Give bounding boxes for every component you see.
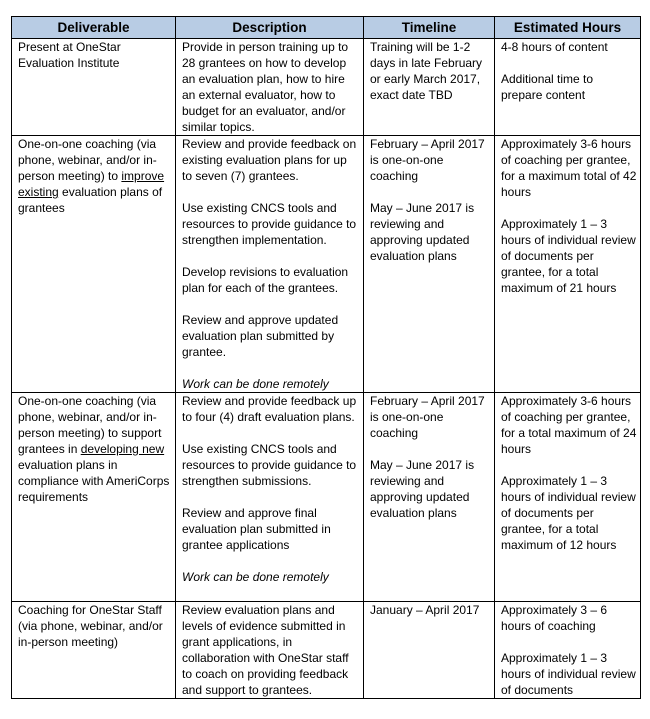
deliverables-table bbox=[11, 16, 641, 699]
deliverable-cell bbox=[12, 136, 176, 393]
deliverable-cell bbox=[12, 39, 176, 136]
deliverable-cell bbox=[12, 393, 176, 602]
hours-paragraph: Approximately 3-6 hours of coaching per grantee, for a total maximum of 24 hours bbox=[501, 394, 637, 456]
timeline-paragraph: May – June 2017 is reviewing and approving updated evaluation plans bbox=[370, 201, 475, 263]
timeline-paragraph: January – April 2017 bbox=[370, 603, 480, 617]
table-row bbox=[12, 602, 641, 699]
description-paragraph: Review and approve final evaluation plan submitted in grantee applications bbox=[182, 506, 331, 552]
description-paragraph: Review and approve updated evaluation plan submitted by grantee. bbox=[182, 313, 339, 359]
deliverable-cell bbox=[12, 602, 176, 699]
description-paragraph: Use existing CNCS tools and resources to provide guidance to strengthen submissions. bbox=[182, 442, 357, 488]
description-cell bbox=[176, 39, 364, 136]
timeline-paragraph: May – June 2017 is reviewing and approving updated evaluation plans bbox=[370, 458, 475, 520]
hours-paragraph: Additional time to prepare content bbox=[501, 72, 594, 102]
hours-paragraph: Approximately 1 – 3 hours of individual review of documents per grantee, for a total maximum of 12 hours bbox=[501, 474, 636, 552]
deliverable-underlined-text: developing new bbox=[80, 442, 165, 456]
header-description: Description bbox=[176, 17, 364, 39]
timeline-paragraph: Training will be 1-2 days in late February or early March 2017, exact date TBD bbox=[370, 40, 483, 102]
description-paragraph: Provide in person training up to 28 grantees on how to develop an evaluation plan, how to hire an external evaluator, how to budget for an evaluator, and/or similar topics. bbox=[182, 40, 349, 134]
deliverable-text-part: One-on-one coaching (via phone, webinar, and/or in-person meeting) to bbox=[18, 137, 157, 183]
hours-cell bbox=[495, 39, 641, 136]
description-paragraph: Review and provide feedback on existing evaluation plans for up to seven (7) grantees. bbox=[182, 137, 357, 183]
deliverable-text bbox=[18, 393, 172, 505]
hours-paragraph: Approximately 3 – 6 hours of coaching bbox=[501, 603, 608, 633]
timeline-paragraph: February – April 2017 is one-on-one coaching bbox=[370, 394, 485, 440]
description-paragraph: Review and provide feedback up to four (4) draft evaluation plans. bbox=[182, 394, 357, 424]
deliverable-text: Coaching for OneStar Staff (via phone, webinar, and/or in-person meeting) bbox=[18, 603, 163, 649]
timeline-cell bbox=[364, 602, 495, 699]
header-row bbox=[12, 17, 641, 39]
hours-paragraph: Approximately 1 – 3 hours of individual review of documents per grantee, for a total maximum of 21 hours bbox=[501, 217, 636, 295]
header-timeline: Timeline bbox=[364, 17, 495, 39]
deliverable-text bbox=[18, 136, 172, 216]
deliverable-text-part: evaluation plans in compliance with AmeriCorps requirements bbox=[18, 458, 170, 504]
header-deliverable: Deliverable bbox=[12, 17, 176, 39]
description-paragraph: Develop revisions to evaluation plan for each of the grantees. bbox=[182, 265, 349, 295]
remote-work-note: Work can be done remotely bbox=[182, 377, 329, 391]
table-row bbox=[12, 393, 641, 602]
description-cell bbox=[176, 136, 364, 393]
deliverable-text: Present at OneStar Evaluation Institute bbox=[18, 40, 121, 70]
hours-cell bbox=[495, 136, 641, 393]
description-cell bbox=[176, 602, 364, 699]
description-paragraph: Use existing CNCS tools and resources to provide guidance to strengthen implementation. bbox=[182, 201, 357, 247]
timeline-paragraph: February – April 2017 is one-on-one coaching bbox=[370, 137, 485, 183]
hours-cell bbox=[495, 393, 641, 602]
table-row bbox=[12, 39, 641, 136]
hours-paragraph: Approximately 3-6 hours of coaching per grantee, for a maximum total of 42 hours bbox=[501, 137, 637, 199]
remote-work-note: Work can be done remotely bbox=[182, 570, 329, 584]
description-cell bbox=[176, 393, 364, 602]
deliverable-text-part: evaluation plans of grantees bbox=[18, 185, 163, 215]
table-row bbox=[12, 136, 641, 393]
timeline-cell bbox=[364, 393, 495, 602]
hours-cell bbox=[495, 602, 641, 699]
deliverable-underlined-text: improve existing bbox=[18, 169, 165, 199]
timeline-cell bbox=[364, 136, 495, 393]
header-estimated-hours: Estimated Hours bbox=[495, 17, 641, 39]
timeline-cell bbox=[364, 39, 495, 136]
hours-paragraph: Approximately 1 – 3 hours of individual review of documents bbox=[501, 651, 636, 697]
deliverable-text-part: One-on-one coaching (via phone, webinar, and/or in-person meeting) to support grantees in bbox=[18, 394, 162, 456]
hours-paragraph: 4-8 hours of content bbox=[501, 40, 608, 54]
description-paragraph: Review evaluation plans and levels of evidence submitted in grant applications, in collaboration with OneStar staff to coach on providing feedback and support to grantees. bbox=[182, 603, 349, 697]
